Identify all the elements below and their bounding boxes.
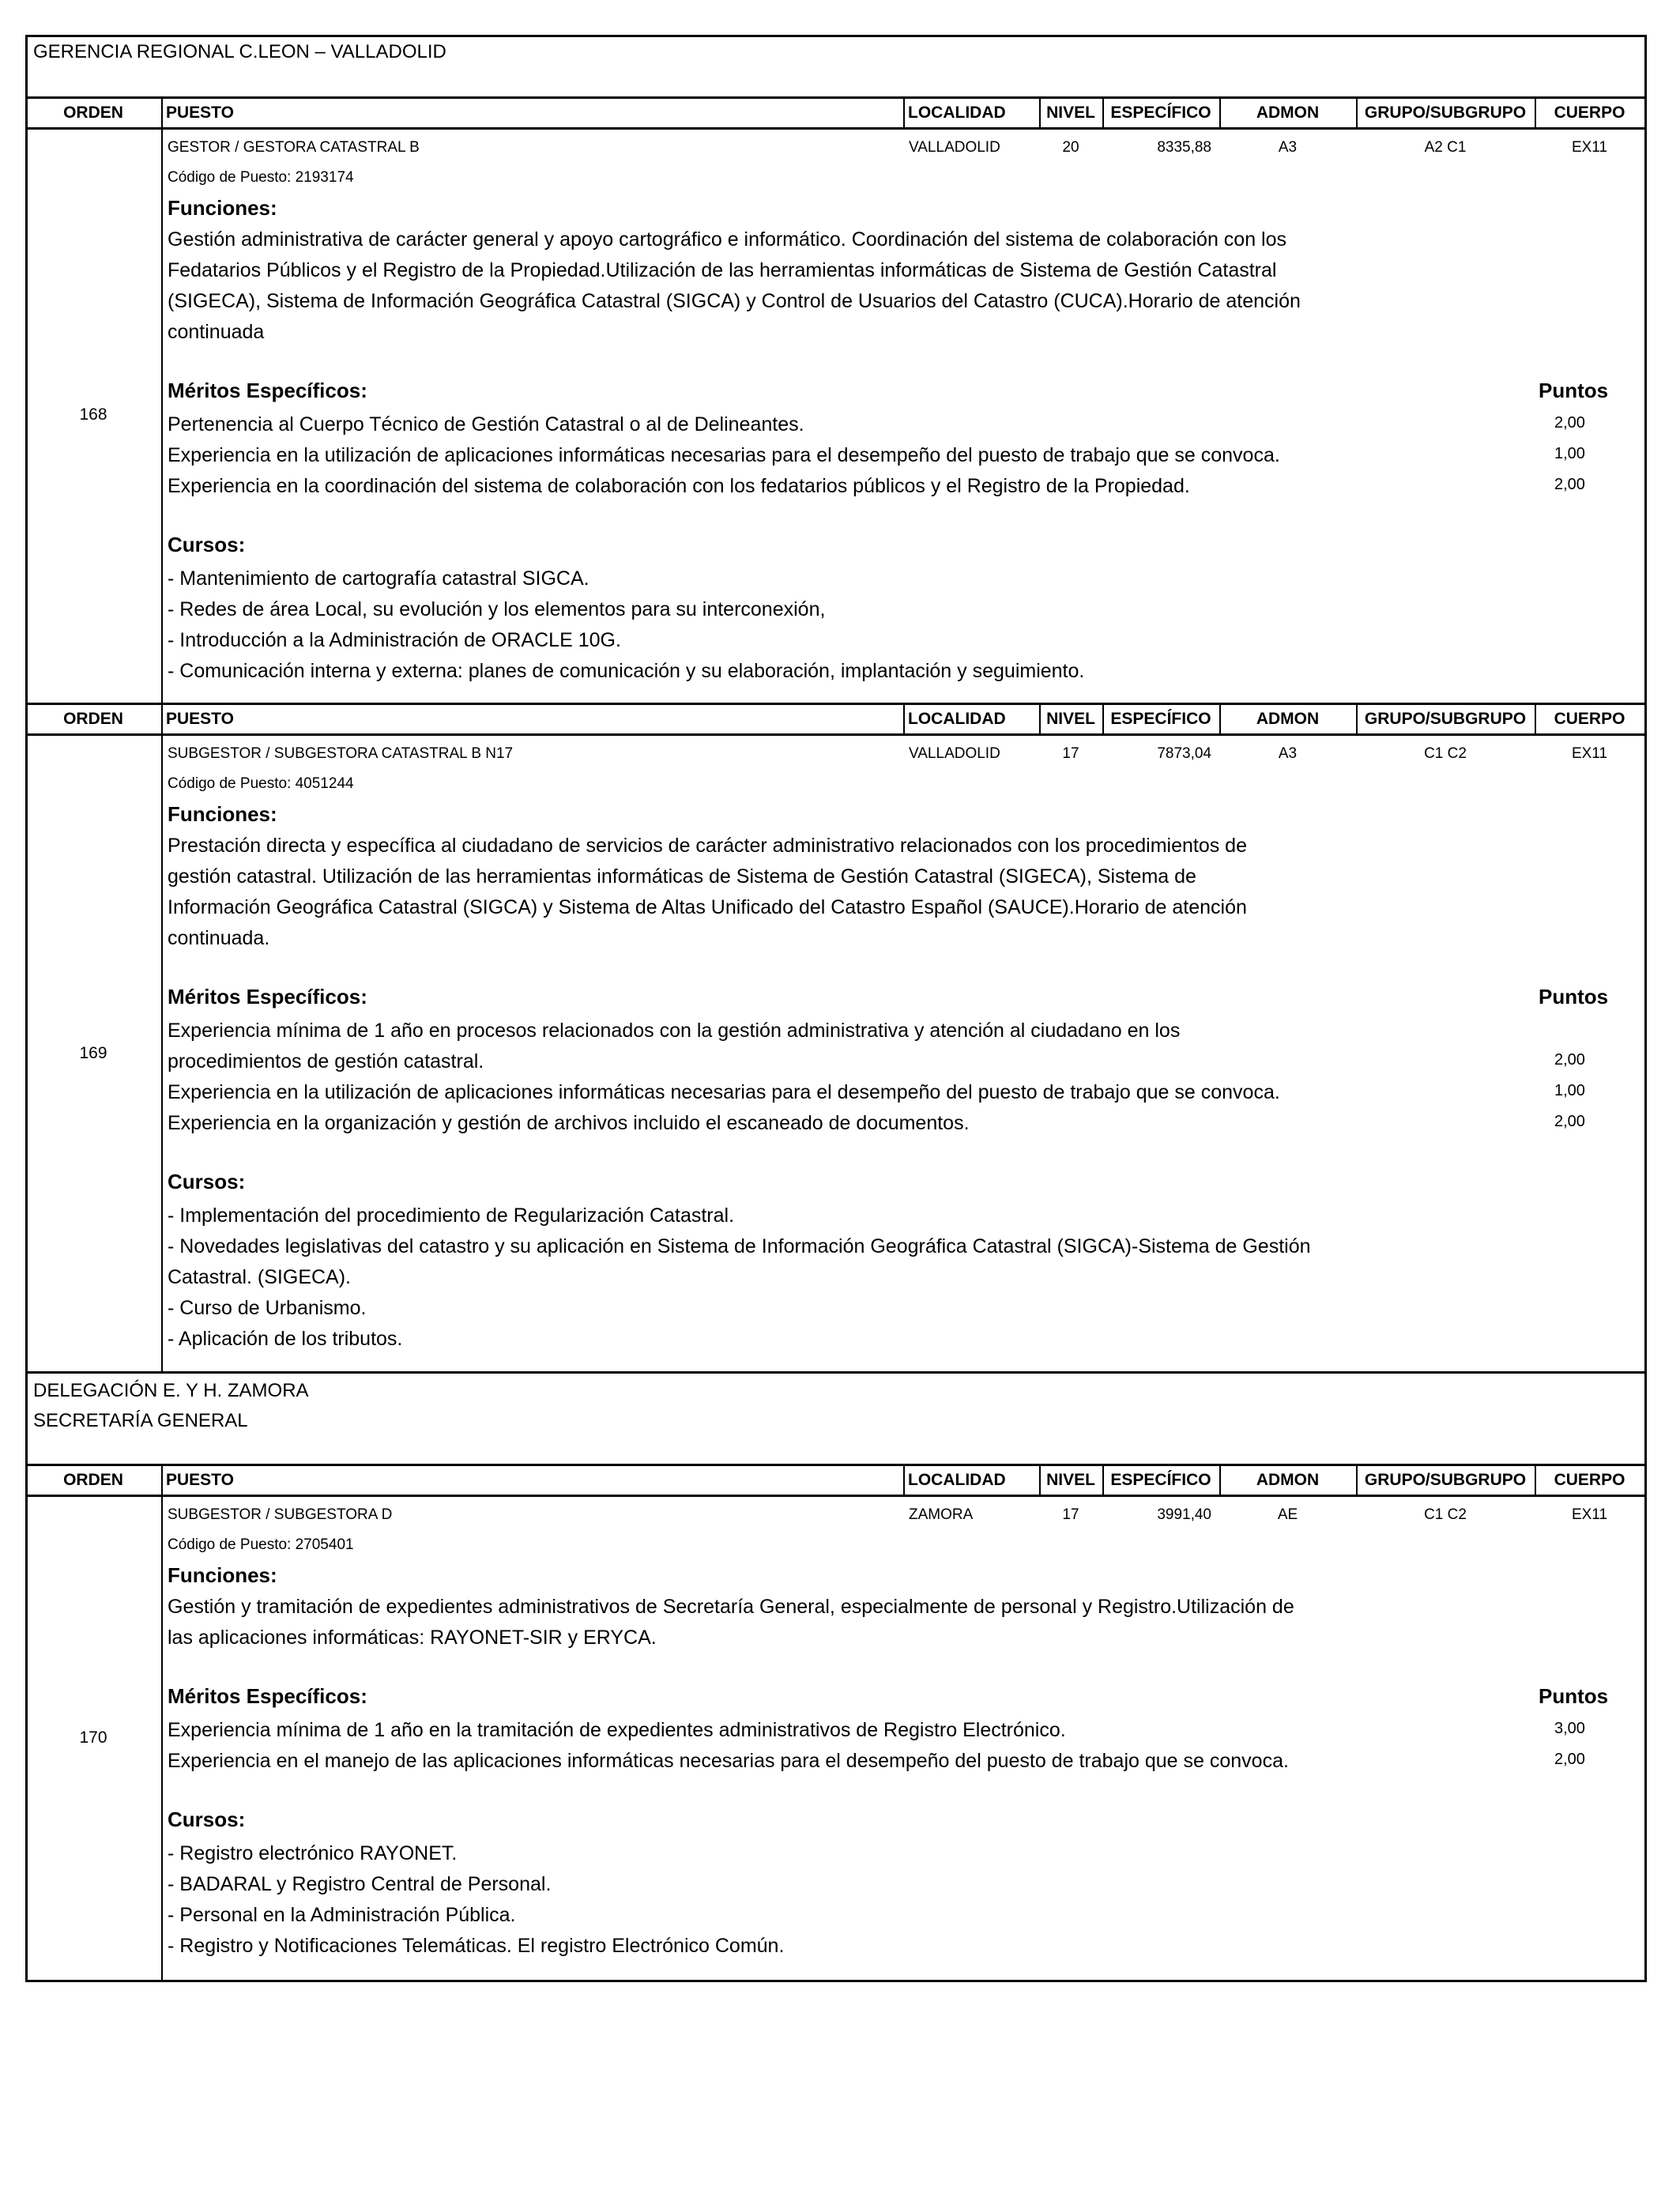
admon-value: AE — [1277, 1506, 1298, 1523]
merito-line: Experiencia en la utilización de aplicaciones informáticas necesarias para el desempeño del puesto de trabajo que se convoca. — [168, 1081, 1280, 1103]
curso-line: - Implementación del procedimiento de Regularización Catastral. — [168, 1204, 735, 1227]
curso-line: - Novedades legislativas del catastro y su aplicación en Sistema de Información Geográfica Catastral (SIGCA)-Sistema de Gestión — [168, 1235, 1311, 1257]
merito-line: Experiencia en la utilización de aplicaciones informáticas necesarias para el desempeño del puesto de trabajo que se convoca. — [168, 444, 1280, 466]
curso-line: - Curso de Urbanismo. — [168, 1297, 367, 1319]
column-header-cuerpo: CUERPO — [1554, 1471, 1625, 1489]
funciones-line: Prestación directa y específica al ciudadano de servicios de carácter administrativo relacionados con los procedimientos de — [168, 835, 1247, 857]
nivel-value: 17 — [1062, 1506, 1079, 1523]
curso-line: - Introducción a la Administración de ORACLE 10G. — [168, 629, 621, 651]
curso-line: - Registro electrónico RAYONET. — [168, 1842, 458, 1864]
codigo-puesto: Código de Puesto: 2705401 — [168, 1536, 354, 1553]
funciones-line: Fedatarios Públicos y el Registro de la Propiedad.Utilización de las herramientas informáticas de Sistema de Gestión Catastral — [168, 259, 1277, 281]
puesto-title: SUBGESTOR / SUBGESTORA CATASTRAL B N17 — [168, 745, 514, 762]
column-header-cuerpo: CUERPO — [1554, 104, 1625, 122]
meritos-heading: Méritos Específicos: — [168, 379, 367, 402]
especifico-value: 8335,88 — [1157, 139, 1211, 156]
column-header-grupo: GRUPO/SUBGRUPO — [1364, 710, 1527, 728]
column-header-grupo: GRUPO/SUBGRUPO — [1364, 104, 1527, 122]
column-header-cuerpo: CUERPO — [1554, 710, 1625, 728]
curso-line: - Comunicación interna y externa: planes de comunicación y su elaboración, implantación y seguimiento. — [168, 660, 1085, 682]
merito-line: procedimientos de gestión catastral. — [168, 1050, 484, 1072]
merito-puntos: 3,00 — [1554, 1720, 1585, 1737]
orden-divider — [161, 130, 163, 703]
grupo-value: C1 C2 — [1424, 745, 1467, 762]
column-header-especifico: ESPECÍFICO — [1110, 1471, 1211, 1489]
column-header-puesto: PUESTO — [166, 1471, 234, 1489]
funciones-line: Información Geográfica Catastral (SIGCA) y Sistema de Altas Unificado del Catastro Español (SAUCE).Horario de atención — [168, 896, 1247, 918]
meritos-heading: Méritos Específicos: — [168, 985, 367, 1008]
column-header-puesto: PUESTO — [166, 104, 234, 122]
admon-value: A3 — [1278, 139, 1298, 156]
curso-line: - Personal en la Administración Pública. — [168, 1904, 516, 1926]
column-header-admon: ADMON — [1256, 1471, 1320, 1489]
merito-puntos: 2,00 — [1554, 476, 1585, 493]
puesto-title: GESTOR / GESTORA CATASTRAL B — [168, 139, 420, 156]
column-header-row — [25, 96, 1647, 130]
column-header-nivel: NIVEL — [1046, 1471, 1095, 1489]
merito-line: Experiencia en la coordinación del sistema de colaboración con los fedatarios públicos y el Registro de la Propiedad. — [168, 475, 1190, 497]
column-header-admon: ADMON — [1256, 104, 1320, 122]
column-header-grupo: GRUPO/SUBGRUPO — [1364, 1471, 1527, 1489]
column-header-orden: ORDEN — [63, 1471, 123, 1489]
cursos-heading: Cursos: — [168, 1808, 246, 1831]
cursos-heading: Cursos: — [168, 533, 246, 556]
merito-line: Experiencia en la organización y gestión de archivos incluido el escaneado de documentos. — [168, 1112, 970, 1134]
region-header — [25, 1374, 1647, 1464]
column-header-admon: ADMON — [1256, 710, 1320, 728]
cuerpo-value: EX11 — [1571, 745, 1608, 762]
position-block — [25, 736, 1647, 1374]
curso-line: - Redes de área Local, su evolución y los elementos para su interconexión, — [168, 598, 826, 620]
region-header — [25, 35, 1647, 96]
curso-line: - BADARAL y Registro Central de Personal. — [168, 1873, 552, 1895]
funciones-heading: Funciones: — [168, 196, 277, 220]
meritos-heading: Méritos Específicos: — [168, 1684, 367, 1708]
localidad-value: ZAMORA — [909, 1506, 974, 1523]
position-block — [25, 1497, 1647, 1982]
cuerpo-value: EX11 — [1571, 139, 1608, 156]
merito-line: Experiencia mínima de 1 año en la tramitación de expedientes administrativos de Registro Electrónico. — [168, 1719, 1066, 1741]
nivel-value: 20 — [1062, 139, 1079, 156]
column-header-puesto: PUESTO — [166, 710, 234, 728]
curso-line: - Mantenimiento de cartografía catastral SIGCA. — [168, 567, 590, 590]
column-header-localidad: LOCALIDAD — [908, 1471, 1006, 1489]
position-block — [25, 130, 1647, 703]
region-title: GERENCIA REGIONAL C.LEON – VALLADOLID — [33, 41, 446, 62]
column-header-orden: ORDEN — [63, 710, 123, 728]
orden-divider — [161, 1497, 163, 1982]
especifico-value: 3991,40 — [1157, 1506, 1211, 1523]
nivel-value: 17 — [1062, 745, 1079, 762]
localidad-value: VALLADOLID — [909, 745, 1000, 762]
puntos-heading: Puntos — [1539, 379, 1609, 402]
funciones-heading: Funciones: — [168, 1563, 277, 1587]
column-header-row — [25, 1464, 1647, 1497]
column-header-nivel: NIVEL — [1046, 104, 1095, 122]
curso-line: Catastral. (SIGECA). — [168, 1266, 351, 1288]
especifico-value: 7873,04 — [1157, 745, 1211, 762]
orden-divider — [161, 736, 163, 1374]
grupo-value: C1 C2 — [1424, 1506, 1467, 1523]
merito-puntos: 2,00 — [1554, 1751, 1585, 1768]
funciones-line: (SIGECA), Sistema de Información Geográfica Catastral (SIGCA) y Control de Usuarios del Catastro (CUCA).Horario de atención — [168, 290, 1301, 312]
region-title: DELEGACIÓN E. Y H. ZAMORA — [33, 1380, 309, 1401]
puesto-title: SUBGESTOR / SUBGESTORA D — [168, 1506, 393, 1523]
column-header-especifico: ESPECÍFICO — [1110, 104, 1211, 122]
merito-puntos: 1,00 — [1554, 1082, 1585, 1099]
column-header-localidad: LOCALIDAD — [908, 710, 1006, 728]
merito-puntos: 2,00 — [1554, 1051, 1585, 1069]
puntos-heading: Puntos — [1539, 985, 1609, 1008]
curso-line: - Aplicación de los tributos. — [168, 1328, 403, 1350]
funciones-line: las aplicaciones informáticas: RAYONET-SIR y ERYCA. — [168, 1627, 657, 1649]
codigo-puesto: Código de Puesto: 4051244 — [168, 775, 354, 792]
funciones-line: Gestión administrativa de carácter general y apoyo cartográfico e informático. Coordinación del sistema de colaboración con los — [168, 228, 1287, 251]
column-header-nivel: NIVEL — [1046, 710, 1095, 728]
funciones-line: continuada. — [168, 927, 270, 949]
funciones-heading: Funciones: — [168, 802, 277, 826]
orden-number: 170 — [79, 1728, 107, 1747]
column-header-especifico: ESPECÍFICO — [1110, 710, 1211, 728]
localidad-value: VALLADOLID — [909, 139, 1000, 156]
merito-line: Pertenencia al Cuerpo Técnico de Gestión Catastral o al de Delineantes. — [168, 413, 804, 435]
merito-line: Experiencia en el manejo de las aplicaciones informáticas necesarias para el desempeño del puesto de trabajo que se convoca. — [168, 1750, 1289, 1772]
column-header-localidad: LOCALIDAD — [908, 104, 1006, 122]
funciones-line: continuada — [168, 321, 265, 343]
cuerpo-value: EX11 — [1571, 1506, 1608, 1523]
orden-number: 168 — [79, 405, 107, 424]
column-header-orden: ORDEN — [63, 104, 123, 122]
admon-value: A3 — [1278, 745, 1298, 762]
column-header-row — [25, 703, 1647, 736]
puntos-heading: Puntos — [1539, 1684, 1609, 1708]
region-title: SECRETARÍA GENERAL — [33, 1410, 248, 1431]
funciones-line: Gestión y tramitación de expedientes administrativos de Secretaría General, especialmente de personal y Registro.Utilización de — [168, 1596, 1294, 1618]
funciones-line: gestión catastral. Utilización de las herramientas informáticas de Sistema de Gestión Catastral (SIGECA), Sistema de — [168, 865, 1196, 888]
merito-line: Experiencia mínima de 1 año en procesos relacionados con la gestión administrativa y atención al ciudadano en los — [168, 1020, 1181, 1042]
grupo-value: A2 C1 — [1424, 139, 1467, 156]
merito-puntos: 2,00 — [1554, 1113, 1585, 1130]
cursos-heading: Cursos: — [168, 1170, 246, 1193]
orden-number: 169 — [79, 1043, 107, 1062]
curso-line: - Registro y Notificaciones Telemáticas. El registro Electrónico Común. — [168, 1935, 785, 1957]
merito-puntos: 2,00 — [1554, 414, 1585, 432]
merito-puntos: 1,00 — [1554, 445, 1585, 462]
codigo-puesto: Código de Puesto: 2193174 — [168, 169, 354, 186]
